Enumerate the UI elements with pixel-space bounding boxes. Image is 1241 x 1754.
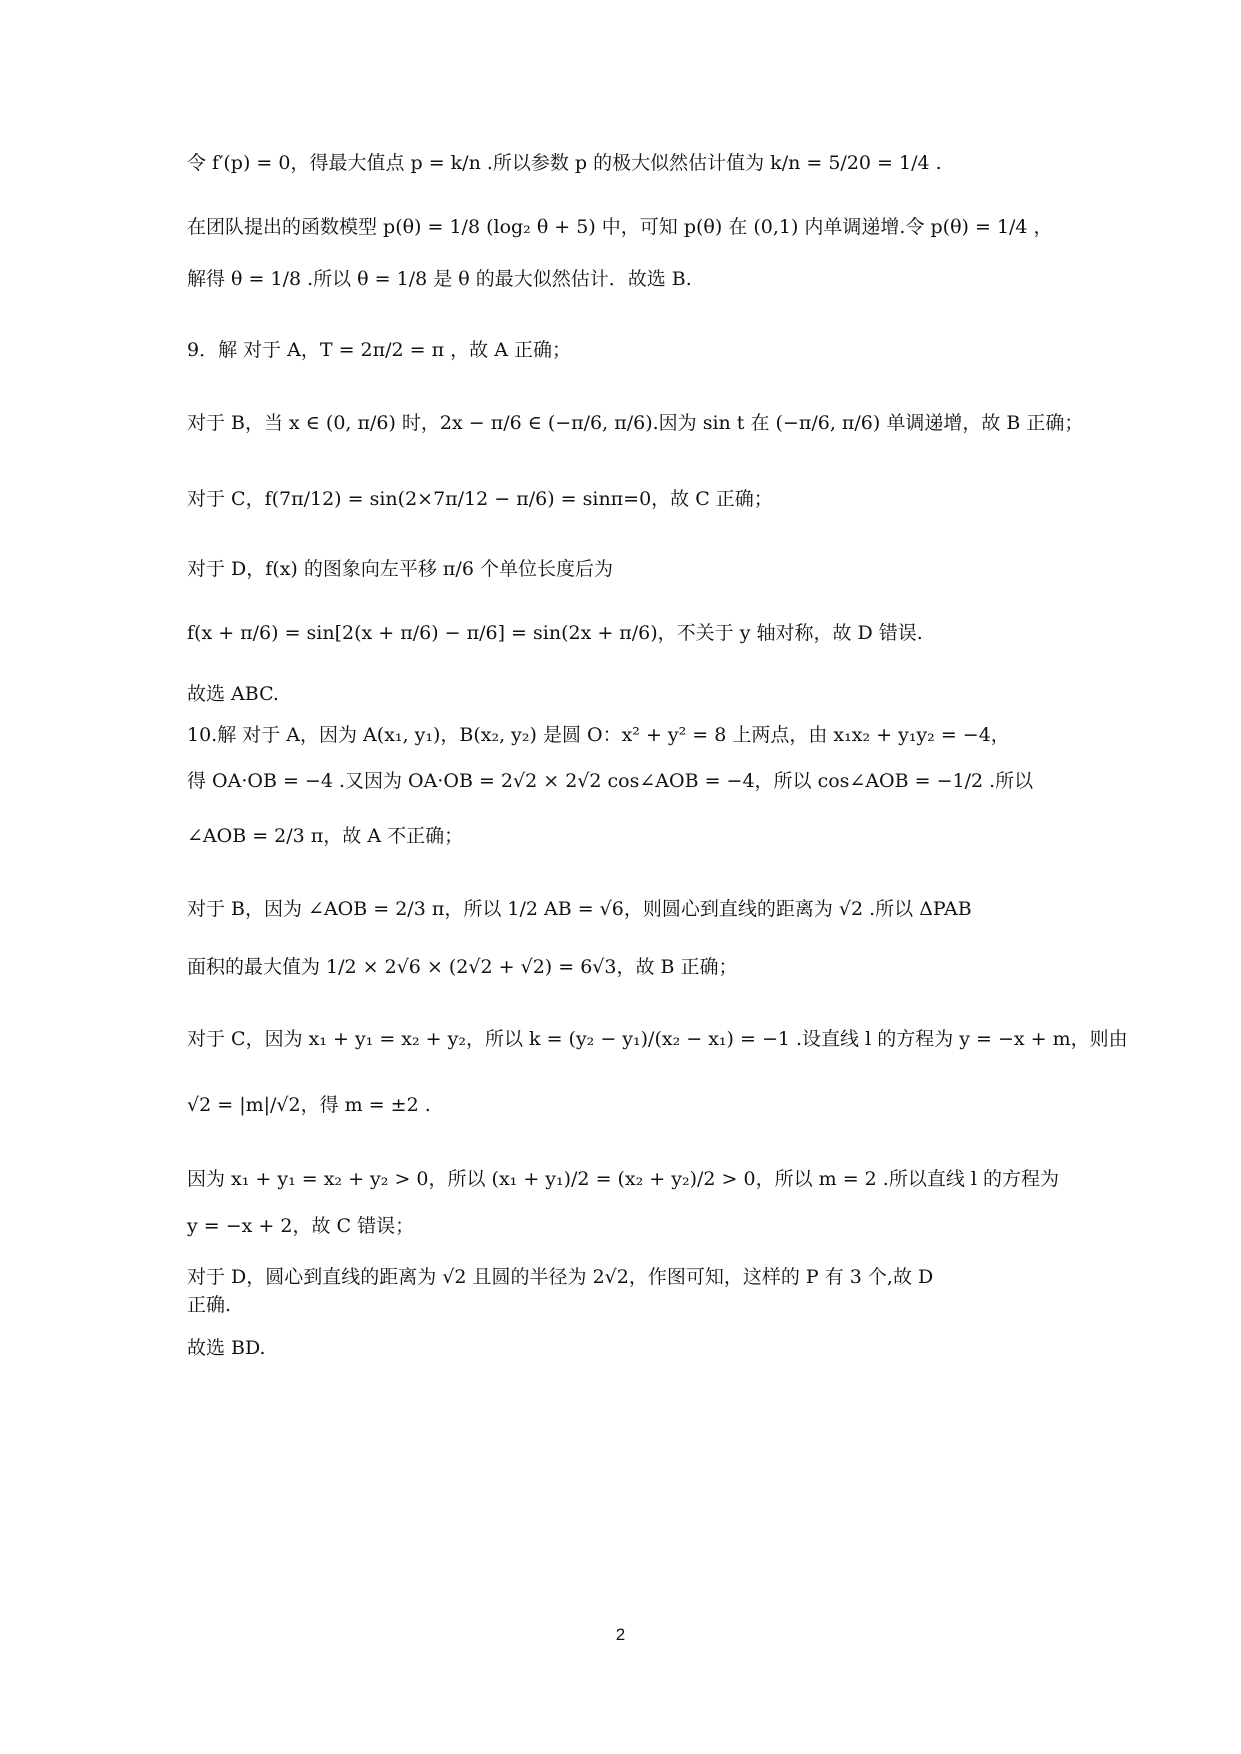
- text-line: f(x + π/6) = sin[2(x + π/6) − π/6] = sin(2x + π/6)，不关于 y 轴对称，故 D 错误.: [187, 622, 923, 644]
- text-line: 故选 BD.: [187, 1337, 266, 1359]
- text-line: 得 OA·OB = −4 .又因为 OA·OB = 2√2 × 2√2 cos∠AOB = −4，所以 cos∠AOB = −1/2 .所以: [187, 770, 1034, 792]
- text-line: ∠AOB = 2/3 π，故 A 不正确；: [187, 825, 464, 847]
- text-line: 在团队提出的函数模型 p(θ) = 1/8 (log₂ θ + 5) 中，可知 p(θ) 在 (0,1) 内单调递增.令 p(θ) = 1/4 ，: [187, 216, 1053, 238]
- text-line: 对于 B，当 x ∈ (0, π/6) 时，2x − π/6 ∈ (−π/6, π/6).因为 sin t 在 (−π/6, π/6) 单调递增，故 B 正确；: [187, 412, 1084, 434]
- text-line: 对于 C，f(7π/12) = sin(2×7π/12 − π/6) = sinπ=0，故 C 正确；: [187, 488, 773, 510]
- text-line: 面积的最大值为 1/2 × 2√6 × (2√2 + √2) = 6√3，故 B 正确；: [187, 956, 738, 978]
- text-line: 9．解 对于 A，T = 2π/2 = π ，故 A 正确；: [187, 339, 571, 361]
- text-line: 解得 θ = 1/8 .所以 θ = 1/8 是 θ 的最大似然估计．故选 B.: [187, 268, 692, 290]
- text-line: 因为 x₁ + y₁ = x₂ + y₂ > 0，所以 (x₁ + y₁)/2 = (x₂ + y₂)/2 > 0，所以 m = 2 .所以直线 l 的方程为: [187, 1168, 1059, 1190]
- text-line: 10.解 对于 A，因为 A(x₁, y₁)，B(x₂, y₂) 是圆 O：x² + y² = 8 上两点，由 x₁x₂ + y₁y₂ = −4，: [187, 724, 1010, 746]
- text-line: 对于 D，f(x) 的图象向左平移 π/6 个单位长度后为: [187, 558, 613, 580]
- text-line: 对于 B，因为 ∠AOB = 2/3 π，所以 1/2 AB = √6，则圆心到直线的距离为 √2 .所以 ΔPAB: [187, 898, 972, 920]
- page-number: 2: [615, 1625, 626, 1644]
- text-line: 对于 D，圆心到直线的距离为 √2 且圆的半径为 2√2，作图可知，这样的 P 有 3 个,故 D: [187, 1266, 934, 1288]
- text-line: y = −x + 2，故 C 错误；: [187, 1215, 415, 1237]
- text-line: √2 = |m|/√2，得 m = ±2 .: [187, 1094, 431, 1116]
- text-line: 令 f′(p) = 0，得最大值点 p = k/n .所以参数 p 的极大似然估计值为 k/n = 5/20 = 1/4 .: [187, 152, 942, 174]
- text-line: 对于 C，因为 x₁ + y₁ = x₂ + y₂，所以 k = (y₂ − y₁)/(x₂ − x₁) = −1 .设直线 l 的方程为 y = −x + m，则由: [187, 1028, 1128, 1050]
- text-line: 正确.: [187, 1294, 232, 1316]
- text-line: 故选 ABC.: [187, 683, 279, 705]
